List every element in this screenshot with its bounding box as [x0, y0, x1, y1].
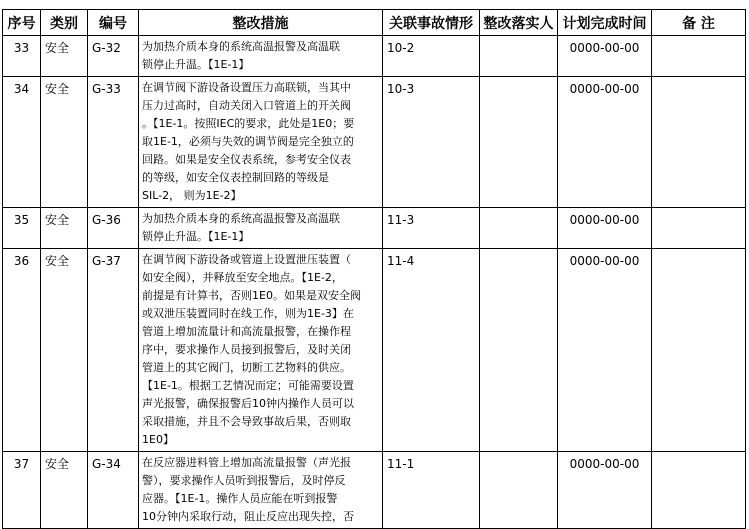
cell-measure: 在反应器进料管上增加高流量报警（声光报 警），要求操作人员听到报警后，及时停反 应器。【1E-1。操作人员应能在听到报警 10分钟内采取行动，阻止反应出现失控，否 — [139, 452, 383, 529]
cell-owner — [480, 36, 558, 77]
cell-type: 安全 — [41, 249, 88, 452]
cell-code: G-32 — [88, 36, 139, 77]
cell-ref: 10-2 — [383, 36, 480, 77]
cell-owner — [480, 208, 558, 249]
table-row — [3, 249, 746, 452]
header-note: 备 注 — [652, 10, 746, 36]
cell-type: 安全 — [41, 208, 88, 249]
header-ref: 关联事故情形 — [383, 10, 480, 36]
cell-no: 34 — [3, 77, 41, 208]
cell-note — [652, 77, 746, 208]
cell-type: 安全 — [41, 452, 88, 529]
cell-type: 安全 — [41, 77, 88, 208]
cell-ref: 11-4 — [383, 249, 480, 452]
cell-code: G-37 — [88, 249, 139, 452]
cell-date: 0000-00-00 — [558, 249, 652, 452]
header-owner: 整改落实人 — [480, 10, 558, 36]
cell-measure: 为加热介质本身的系统高温报警及高温联 锁停止升温。【1E-1】 — [139, 36, 383, 77]
cell-date: 0000-00-00 — [558, 77, 652, 208]
cell-ref: 11-1 — [383, 452, 480, 529]
cell-no: 35 — [3, 208, 41, 249]
cell-ref: 11-3 — [383, 208, 480, 249]
cell-date: 0000-00-00 — [558, 36, 652, 77]
cell-date: 0000-00-00 — [558, 208, 652, 249]
header-date: 计划完成时间 — [558, 10, 652, 36]
cell-measure: 在调节阀下游设备设置压力高联锁，当其中 压力过高时，自动关闭入口管道上的开关阀 。【1E-1。按照IEC的要求，此处是1E0；要 取1E-1，必须与失效的调节阀是完全独立的 回路。如果是安全仪表系统，参考安全仪表 的等级，如安全仪表控制回路的等级是 SIL-2， 则为1E-2】 — [139, 77, 383, 208]
header-type: 类别 — [41, 10, 88, 36]
cell-note — [652, 36, 746, 77]
table-row — [3, 452, 746, 529]
rectification-table — [2, 9, 746, 529]
cell-type: 安全 — [41, 36, 88, 77]
cell-note — [652, 208, 746, 249]
cell-note — [652, 249, 746, 452]
header-code: 编号 — [88, 10, 139, 36]
cell-date: 0000-00-00 — [558, 452, 652, 529]
header-measure: 整改措施 — [139, 10, 383, 36]
cell-no: 36 — [3, 249, 41, 452]
table-row — [3, 208, 746, 249]
table-row — [3, 77, 746, 208]
cell-measure: 为加热介质本身的系统高温报警及高温联 锁停止升温。【1E-1】 — [139, 208, 383, 249]
cell-owner — [480, 77, 558, 208]
header-row — [3, 10, 746, 36]
cell-ref: 10-3 — [383, 77, 480, 208]
cell-code: G-36 — [88, 208, 139, 249]
cell-owner — [480, 452, 558, 529]
cell-code: G-34 — [88, 452, 139, 529]
cell-note — [652, 452, 746, 529]
cell-code: G-33 — [88, 77, 139, 208]
cell-measure: 在调节阀下游设备或管道上设置泄压装置（ 如安全阀），并释放至安全地点。【1E-2， 前提是有计算书，否则1E0。如果是双安全阀 或双泄压装置同时在线工作，则为1E-3】在 管道上增加流量计和高流量报警，在操作程 序中，要求操作人员接到报警后，及时关闭 管道上的其它阀门，切断工艺物料的供应。 【1E-1。根据工艺情况而定；可能需要设置 声光报警，确保报警后10钟内操作人员可以 采取措施，并且不会导致事故后果，否则取 1E0】 — [139, 249, 383, 452]
table-row — [3, 36, 746, 77]
cell-no: 37 — [3, 452, 41, 529]
cell-no: 33 — [3, 36, 41, 77]
header-no: 序号 — [3, 10, 41, 36]
cell-owner — [480, 249, 558, 452]
